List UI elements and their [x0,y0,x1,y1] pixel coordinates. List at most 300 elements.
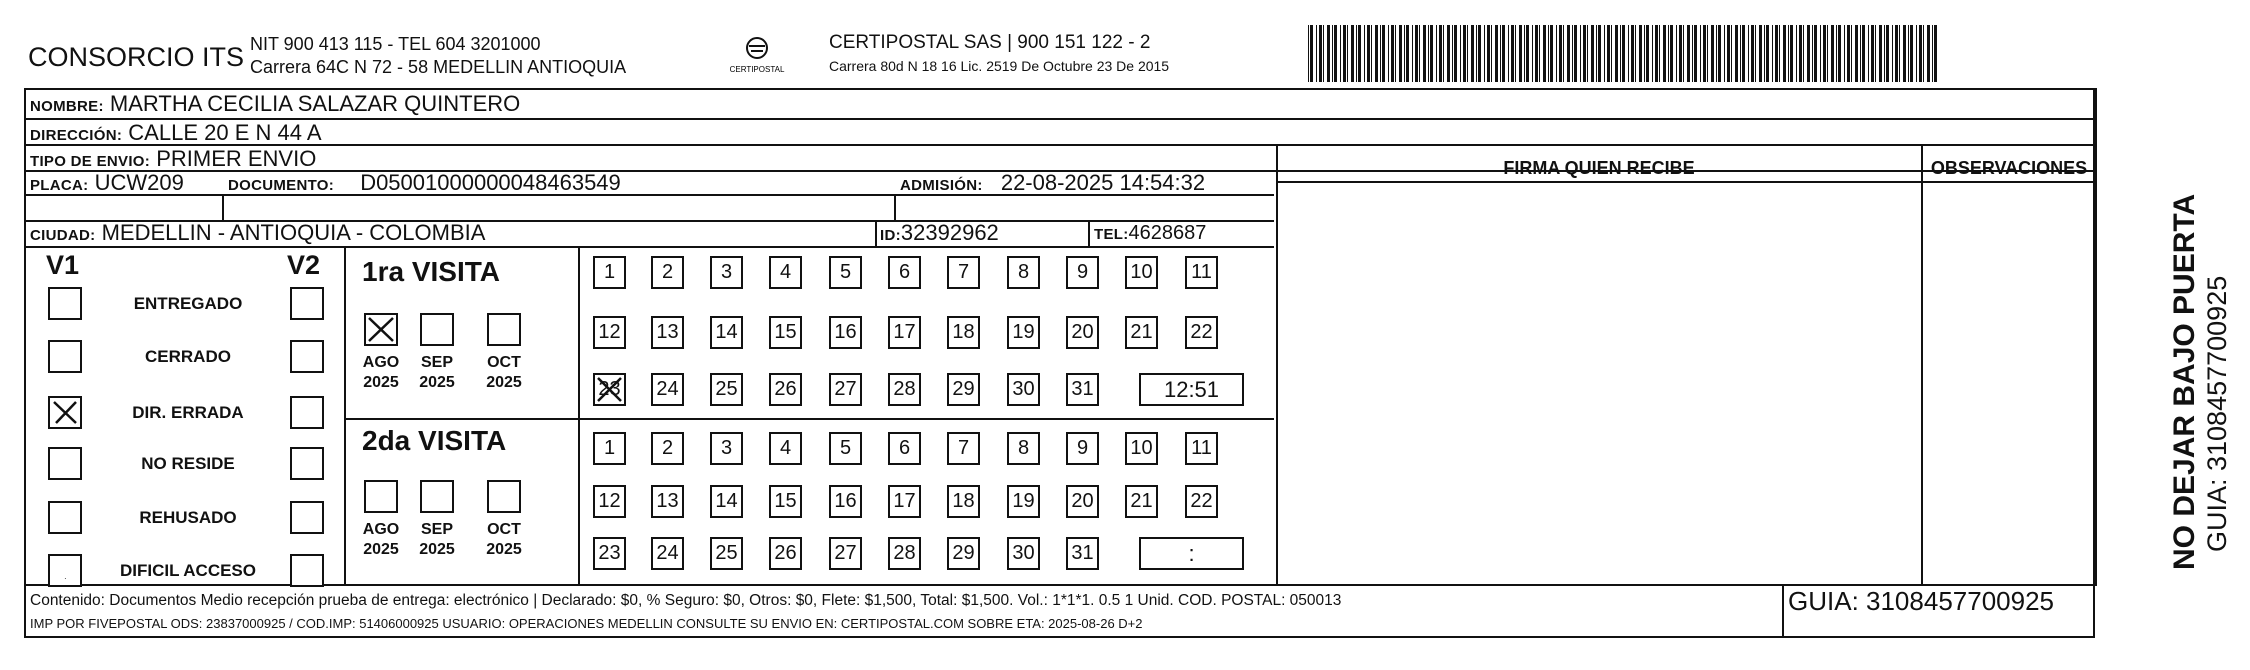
divider [24,584,2095,586]
day-box[interactable] [769,316,802,349]
day-box[interactable] [1125,485,1158,518]
id-row [880,220,999,246]
v2-checkbox[interactable] [290,447,324,480]
day-box[interactable] [1007,537,1040,570]
barcode-bar [1783,25,1786,82]
barcode-bar [1923,25,1924,82]
month-checkbox[interactable] [487,480,521,513]
day-box[interactable] [593,373,626,406]
day-box[interactable] [947,485,980,518]
nombre-row [30,91,520,117]
day-box[interactable] [947,537,980,570]
day-number: 2 [661,261,674,283]
day-box[interactable] [1007,256,1040,289]
status-label: ENTREGADO [133,294,243,313]
visit2-title: 2da VISITA [362,425,507,456]
divider [344,418,1274,420]
divider [1277,181,2095,183]
barcode-bar [1718,25,1721,82]
barcode-bar [1844,25,1845,82]
barcode-bar [1663,25,1666,82]
barcode-bar [1731,25,1732,82]
day-box[interactable] [1125,256,1158,289]
day-number: 3 [720,261,733,283]
barcode-bar [1611,25,1612,82]
day-box[interactable] [710,373,743,406]
barcode-bar [1875,25,1876,82]
barcode-bar [1382,25,1385,82]
barcode-bar [1415,25,1418,82]
barcode-bar [1419,25,1420,82]
day-box[interactable] [651,485,684,518]
month-checkbox[interactable] [420,313,454,346]
barcode-bar [1572,25,1573,82]
admision-row [900,170,1205,196]
day-box[interactable] [1185,256,1218,289]
barcode-bar [1515,25,1516,82]
barcode-bar [1371,25,1372,82]
divider [2095,88,2097,586]
day-box[interactable] [651,316,684,349]
barcode-bar [1766,25,1769,82]
barcode-bar [1340,25,1341,82]
barcode-bar [1755,25,1756,82]
day-number: 12 [598,490,621,512]
barcode-bar [1903,25,1906,82]
day-box[interactable] [651,537,684,570]
day-box[interactable] [710,316,743,349]
placa-label: PLACA: [30,177,89,194]
barcode-bar [1598,25,1601,82]
barcode-bar [1751,25,1754,82]
observaciones-header: OBSERVACIONES [1930,158,2088,178]
day-box[interactable] [947,432,980,465]
status-label: REHUSADO [139,508,237,527]
barcode-bar [1364,25,1365,82]
day-box[interactable] [769,432,802,465]
barcode-bar [1399,25,1402,82]
barcode-bar [1788,25,1789,82]
barcode-bar [1502,25,1505,82]
day-number: 14 [715,321,738,343]
day-box[interactable] [1125,432,1158,465]
divider [344,246,346,584]
side-notice [2168,194,2233,570]
barcode-bar [1620,25,1621,82]
placa-value: UCW209 [94,170,184,195]
barcode-bar [1406,25,1409,82]
day-box[interactable] [947,256,980,289]
id-value: 32392962 [900,220,999,245]
status-label: DIFICIL ACCESO [119,561,256,580]
day-number: 30 [1012,378,1035,400]
barcode-bar [1395,25,1396,82]
day-box[interactable] [829,316,862,349]
day-number: 22 [1190,490,1213,512]
day-number: 16 [834,321,857,343]
day-box[interactable] [710,537,743,570]
barcode-bar [1607,25,1610,82]
day-box[interactable] [651,256,684,289]
barcode-bar [1539,25,1540,82]
barcode-bar [1683,25,1684,82]
barcode-bar [1332,25,1333,82]
day-box[interactable] [593,432,626,465]
barcode-bar [1316,25,1317,82]
barcode-bar [1380,25,1381,82]
day-number: 28 [893,378,916,400]
certipostal-logo-icon [727,32,787,80]
day-box[interactable] [947,316,980,349]
month-checkbox[interactable] [364,480,398,513]
barcode-bar [1827,25,1828,82]
day-number: 13 [656,321,679,343]
barcode-bar [1356,25,1357,82]
day-number: 18 [952,321,975,343]
day-number: 10 [1130,437,1153,459]
day-box[interactable] [1007,485,1040,518]
divider [1782,584,1784,638]
day-box[interactable] [651,432,684,465]
day-box[interactable] [1185,485,1218,518]
barcode-bar [1799,25,1802,82]
day-box[interactable] [710,256,743,289]
day-box[interactable] [593,485,626,518]
barcode-bar [1631,25,1634,82]
day-box[interactable] [769,256,802,289]
day-number: 5 [839,261,852,283]
day-number: 14 [715,490,738,512]
divider [24,144,2095,146]
barcode-bar [1779,25,1780,82]
ciudad-value: MEDELLIN - ANTIOQUIA - COLOMBIA [101,220,486,245]
day-box[interactable] [1185,316,1218,349]
tipo-row [30,146,316,172]
day-number: 26 [774,378,797,400]
documento-value: D05001000000048463549 [360,170,621,195]
barcode-bar [1796,25,1797,82]
day-number: 25 [715,542,738,564]
day-number: 22 [1190,321,1213,343]
divider [1276,144,1278,584]
v1-header: V1 [46,250,80,280]
day-box[interactable] [769,485,802,518]
day-box[interactable] [710,485,743,518]
barcode-bar [1932,25,1933,82]
divider [24,246,1274,248]
month-checkbox[interactable] [487,313,521,346]
barcode-bar [1860,25,1861,82]
v2-header: V2 [287,250,321,280]
nombre-label: NOMBRE: [30,98,104,115]
barcode-bar [1535,25,1538,82]
barcode-bar [1807,25,1810,82]
barcode-bar [1487,25,1490,82]
v2-checkbox[interactable] [290,340,324,373]
documento-row [228,170,621,196]
day-box[interactable] [888,537,921,570]
day-box[interactable] [1066,256,1099,289]
barcode-bar [1764,25,1765,82]
barcode-bar [1838,25,1841,82]
day-number: 19 [1012,490,1035,512]
footer-content: Contenido: Documentos Medio recepción prueba de entrega: electrónico | Declarado: $0, % Seguro: $0, Otros: $0, Flete: $1,500, Total: $1,500. Vol.: 1*1*1. 0.5 1 Unid. COD. POSTAL: 050013 [30,592,1342,609]
month-name: SEP [420,354,453,371]
barcode-bar [1495,25,1498,82]
ciudad-label: CIUDAD: [30,227,96,244]
day-box[interactable] [1066,373,1099,406]
day-box[interactable] [593,537,626,570]
direccion-value: CALLE 20 E N 44 A [128,120,322,145]
barcode-bar [1748,25,1749,82]
day-box[interactable] [947,373,980,406]
barcode-bar [1772,25,1773,82]
day-number: 10 [1130,261,1153,283]
barcode-bar [1628,25,1629,82]
check-mark-icon [366,315,396,344]
barcode-bar [1471,25,1474,82]
barcode-bar [1463,25,1466,82]
day-box[interactable] [1125,316,1158,349]
certipostal-address: Carrera 80d N 18 16 Lic. 2519 De Octubre 23 De 2015 [829,58,1170,74]
day-number: 16 [834,490,857,512]
divider [875,220,877,246]
barcode-bar [1347,25,1348,82]
barcode-bar [1652,25,1653,82]
day-box[interactable] [888,373,921,406]
month-year: 2025 [363,374,399,391]
tel-value: 4628687 [1128,222,1207,244]
barcode-bar [1679,25,1682,82]
barcode-bar [1556,25,1557,82]
company-address: Carrera 64C N 72 - 58 MEDELLIN ANTIOQUIA [250,57,627,77]
day-number: 25 [715,378,738,400]
barcode-bar [1519,25,1522,82]
barcode-bar [1812,25,1813,82]
day-box[interactable] [651,373,684,406]
time-value: : [1188,541,1195,566]
barcode-bar [1879,25,1882,82]
barcode-bar [1615,25,1618,82]
side-guia: GUIA: 3108457700925 [2202,275,2232,552]
barcode-bar [1526,25,1529,82]
barcode-bar [1916,25,1917,82]
barcode-bar [1855,25,1858,82]
v2-checkbox[interactable] [290,396,324,429]
barcode-bar [1508,25,1509,82]
divider [1921,144,1923,584]
barcode-bar [1460,25,1461,82]
day-number: 15 [774,490,797,512]
barcode-bar [1367,25,1370,82]
barcode-bar [1308,25,1309,82]
barcode-bar [1694,25,1697,82]
barcode-bar [1484,25,1485,82]
barcode-bar [1524,25,1525,82]
day-number: 26 [774,542,797,564]
month-label [412,520,462,560]
day-number: 21 [1130,321,1153,343]
barcode-bar [1583,25,1586,82]
month-year: 2025 [363,541,399,558]
day-number: 13 [656,490,679,512]
day-box[interactable] [710,432,743,465]
barcode-bar [1790,25,1793,82]
barcode-bar [1351,25,1354,82]
barcode-bar [1759,25,1762,82]
ciudad-row [30,220,485,246]
barcode-bar [1436,25,1437,82]
tipo-value: PRIMER ENVIO [156,146,317,171]
id-label: ID: [880,227,901,244]
company-info [250,33,626,79]
barcode-bar [1823,25,1826,82]
day-box[interactable] [769,537,802,570]
day-box[interactable] [888,485,921,518]
barcode-bar [1412,25,1413,82]
barcode-bar [1423,25,1426,82]
day-number: 29 [952,542,975,564]
barcode-bar [1646,25,1649,82]
barcode-bar [1919,25,1922,82]
day-number: 18 [952,490,975,512]
barcode-bar [1868,25,1869,82]
barcode-bar [1391,25,1394,82]
barcode-bar [1899,25,1900,82]
barcode-bar [1478,25,1481,82]
v2-checkbox[interactable] [290,287,324,320]
barcode-bar [1574,25,1577,82]
tipo-label: TIPO DE ENVIO: [30,153,151,170]
day-number: 28 [893,542,916,564]
day-box[interactable] [829,485,862,518]
day-box[interactable] [1066,432,1099,465]
day-box[interactable] [829,537,862,570]
nombre-value: MARTHA CECILIA SALAZAR QUINTERO [109,91,521,116]
month-checkbox[interactable] [420,480,454,513]
day-number: 8 [1017,437,1030,459]
day-number: 15 [774,321,797,343]
barcode-bar [1567,25,1570,82]
company-name: CONSORCIO ITS [28,42,245,72]
month-name: AGO [362,354,400,371]
month-checkbox[interactable] [364,313,398,346]
day-number: 11 [1191,261,1212,283]
footer-imp: IMP POR FIVEPOSTAL ODS: 23837000925 / COD.IMP: 51406000925 USUARIO: OPERACIONES MEDELLIN CONSULTE SU ENVIO EN: CERTIPOSTAL.COM SOBRE ETA: 2025-08-26 D+2 [30,616,1143,631]
nit-line: NIT 900 413 115 - TEL 604 3201000 [250,34,541,54]
day-box[interactable] [888,256,921,289]
barcode-bar [1910,25,1913,82]
day-box[interactable] [1066,537,1099,570]
barcode-bar [1604,25,1605,82]
dot-mark: · [64,574,67,583]
barcode-bar [1476,25,1477,82]
barcode-bar [1814,25,1817,82]
day-box[interactable] [1185,432,1218,465]
day-number: 4 [779,437,792,459]
barcode-bar [1711,25,1714,82]
day-number: 5 [839,437,852,459]
day-number: 17 [893,321,916,343]
barcode-bar [1927,25,1930,82]
barcode-bar [1862,25,1865,82]
day-number: 19 [1012,321,1035,343]
day-box[interactable] [593,316,626,349]
day-box[interactable] [829,256,862,289]
barcode-bar [1934,25,1937,82]
barcode-bar [1310,25,1313,82]
barcode-bar [1892,25,1893,82]
day-number: 27 [834,542,857,564]
barcode-bar [1820,25,1821,82]
barcode-bar [1831,25,1834,82]
day-box[interactable] [1066,316,1099,349]
certipostal-line: CERTIPOSTAL SAS | 900 151 122 - 2 [829,32,1151,53]
day-box[interactable] [769,373,802,406]
barcode-bar [1543,25,1546,82]
time-box[interactable] [1139,373,1244,406]
day-box[interactable] [829,373,862,406]
month-label [412,353,462,393]
admision-value: 22-08-2025 14:54:32 [1000,170,1206,195]
day-box[interactable] [1007,373,1040,406]
day-box[interactable] [888,432,921,465]
day-number: 17 [893,490,916,512]
barcode-bar [1851,25,1852,82]
barcode-bar [1343,25,1346,82]
day-box[interactable] [829,432,862,465]
barcode-bar [1703,25,1706,82]
barcode-bar [1563,25,1564,82]
barcode-bar [1559,25,1562,82]
barcode-bar [1735,25,1738,82]
day-box[interactable] [1066,485,1099,518]
day-box[interactable] [593,256,626,289]
barcode-bar [1550,25,1553,82]
time-box[interactable] [1139,537,1244,570]
divider [894,194,896,220]
barcode-bar [1404,25,1405,82]
day-number: 2 [661,437,674,459]
v2-checkbox[interactable] [290,501,324,534]
v2-checkbox[interactable] [290,554,324,587]
day-box[interactable] [888,316,921,349]
month-name: OCT [487,354,521,371]
barcode-bar [1724,25,1725,82]
barcode-bar [1716,25,1717,82]
day-number: 30 [1012,542,1035,564]
barcode-bar [1375,25,1378,82]
barcode-bar [1668,25,1669,82]
day-number: 7 [957,261,970,283]
day-box[interactable] [1007,432,1040,465]
day-number: 12 [598,321,621,343]
day-box[interactable] [1007,316,1040,349]
barcode-bar [1500,25,1501,82]
status-label: CERRADO [145,347,231,366]
barcode-bar [1803,25,1804,82]
divider [222,194,224,220]
divider [578,246,580,584]
barcode-bar [1334,25,1337,82]
documento-label: DOCUMENTO: [228,177,335,194]
barcode-bar [1871,25,1874,82]
divider [1088,220,1090,246]
no-dejar-text: NO DEJAR BAJO PUERTA [2168,193,2201,570]
barcode-bar [1692,25,1693,82]
day-number: 9 [1076,261,1089,283]
month-year: 2025 [419,541,455,558]
